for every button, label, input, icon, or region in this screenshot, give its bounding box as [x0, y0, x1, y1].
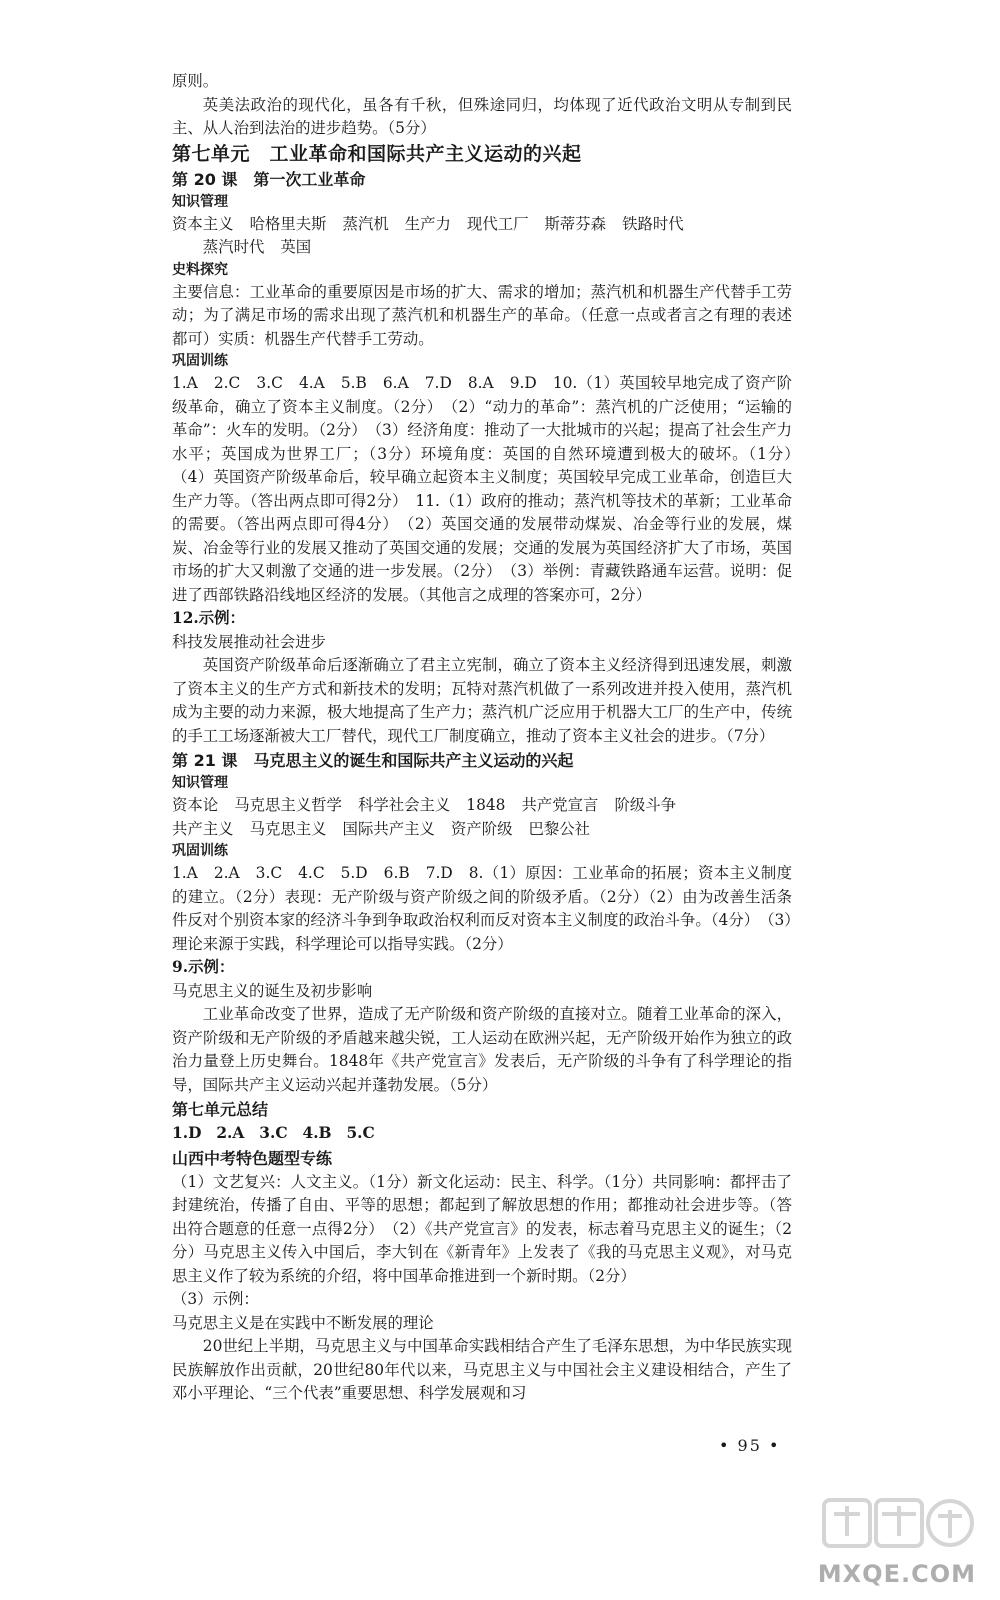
lesson-21-essay-text: 工业革命改变了世界，造成了无产阶级和资产阶级的直接对立。随着工业革命的深入，资产阶级和无产阶级的矛盾越来越尖锐，工人运动在欧洲兴起，无产阶级开始作为独立的政治力量登上历史舞台。1848年《共产党宣言》发表后，无产阶级的斗争有了科学理论的指导，国际共产主义运动兴起并蓬勃发展。（5分） — [172, 1005, 792, 1094]
lesson-20-essay-title: 科技发展推动社会进步 — [172, 632, 326, 651]
keyword: 阶级斗争 — [614, 796, 677, 814]
unit-summary-answers — [172, 1122, 792, 1146]
unit-title: 第七单元 工业革命和国际共产主义运动的兴起 — [172, 142, 582, 165]
shanxi-essay-text: 20世纪上半期，马克思主义与中国革命实践相结合产生了毛泽东思想，为中华民族实现民族解放作出贡献，20世纪80年代以来，马克思主义与中国社会主义建设相结合，产生了邓小平理论、“三个代表”重要思想、科学发展观和习 — [172, 1337, 792, 1402]
shanxi-q3-label: （3）示例： — [172, 1290, 259, 1308]
summary-answer: 5.C — [346, 1124, 375, 1142]
lesson-21-q9-label: 9.示例： — [172, 958, 235, 976]
intro-paragraph: 英美法政治的现代化，虽各有千秋，但殊途同归，均体现了近代政治文明从专制到民主、从人治到法治的进步趋势。（5分） — [172, 95, 792, 137]
keyword: 国际共产主义 — [342, 819, 435, 838]
keyword: 巴黎公社 — [528, 819, 591, 838]
lesson-21-knowledge-label: 知识管理 — [172, 775, 228, 791]
lesson-20-keywords-row-2 — [172, 236, 792, 260]
keyword: 马克思主义哲学 — [234, 796, 342, 814]
lesson-20-practice-label: 巩固训练 — [172, 353, 228, 369]
summary-answer: 1.D — [172, 1124, 202, 1142]
unit-summary-title: 第七单元总结 — [172, 1100, 269, 1119]
keyword: 共产主义 — [172, 819, 234, 838]
watermark-text: MXQE.COM — [817, 1560, 976, 1588]
lesson-20-knowledge-label: 知识管理 — [172, 193, 228, 210]
lesson-20-q12-label: 12.示例： — [172, 609, 245, 627]
lesson-20-essay-text: 英国资产阶级革命后逐渐确立了君主立宪制，确立了资本主义经济得到迅速发展，刺激了资本主义的生产方式和新技术的发明；瓦特对蒸汽机做了一系列改进并投入使用，蒸汽机成为主要的动力来源，极大地提高了生产力；蒸汽机广泛应用于机器大工厂的生产中，传统的手工工场逐渐被大工厂替代，现代工厂制度确立，推动了资本主义社会的进步。（7分） — [172, 656, 792, 745]
keyword: 哈格里夫斯 — [249, 214, 327, 233]
keyword: 马克思主义 — [249, 819, 327, 838]
answer-page — [172, 70, 808, 1406]
keyword: 蒸汽时代 — [202, 238, 265, 256]
lesson-20-keywords-row-1 — [172, 213, 792, 237]
keyword: 英国 — [280, 238, 312, 256]
keyword: 1848 — [466, 796, 506, 814]
shanxi-special-title: 山西中考特色题型专练 — [172, 1148, 333, 1168]
keyword: 生产力 — [404, 214, 451, 233]
lesson-20-title: 第 20 课 第一次工业革命 — [172, 169, 366, 189]
keyword: 科学社会主义 — [357, 796, 451, 814]
shanxi-essay-title: 马克思主义是在实践中不断发展的理论 — [172, 1313, 434, 1332]
lesson-21-practice-text: 1.A 2.A 3.C 4.C 5.D 6.B 7.D 8.（1）原因：工业革命的拓展；资本主义制度的建立。（2分）表现：无产阶级与资产阶级之间的阶级矛盾。（2分）（2）由为改善生活条件反对个别资本家的经济斗争到争取政治权利而反对资本主义制度的政治斗争。（4分） （3）理论来源于实践，科学理论可以指导实践。（2分） — [172, 864, 792, 953]
lesson-20-inquiry-text: 主要信息：工业革命的重要原因是市场的扩大、需求的增加；蒸汽机和机器生产代替手工劳动；为了满足市场的需求出现了蒸汽机和机器生产的革命。（任意一点或者言之有理的表述都可）实质：机器生产代替手工劳动。 — [172, 282, 792, 348]
keyword: 资本论 — [172, 796, 219, 814]
shanxi-special-text: （1）文艺复兴：人文主义。（1分）新文化运动：民主、科学。（1分）共同影响：都抨击了封建统治，传播了自由、平等的思想；都起到了解放思想的作用；都推动社会进步等。（答出符合题意的任意一点得2分） （2）《共产党宣言》的发表，标志着马克思主义的诞生；（2分）马克思主义传入中国后，李大钊在《新青年》上发表了《我的马克思主义观》，对马克思主义作了较为系统的介绍，将中国革命推进到一个新时期。（2分） — [172, 1172, 792, 1285]
summary-answer: 4.B — [302, 1124, 332, 1142]
lesson-21-practice-label: 巩固训练 — [172, 843, 228, 859]
keyword: 现代工厂 — [466, 214, 529, 233]
lesson-21-title: 第 21 课 马克思主义的诞生和国际共产主义运动的兴起 — [172, 751, 574, 770]
keyword: 资本主义 — [172, 214, 234, 233]
keyword: 铁路时代 — [622, 214, 684, 233]
keyword: 共产党宣言 — [521, 796, 599, 814]
page-number: • 95 • — [719, 1436, 781, 1455]
intro-line: 原则。 — [172, 72, 219, 90]
lesson-21-keywords-row-1 — [172, 794, 792, 818]
summary-answer: 2.A — [216, 1124, 245, 1142]
summary-answer: 3.C — [259, 1124, 288, 1142]
lesson-21-keywords-row-2 — [172, 818, 792, 842]
lesson-21-essay-title: 马克思主义的诞生及初步影响 — [172, 981, 373, 1000]
lesson-20-inquiry-label: 史料探究 — [172, 261, 228, 278]
keyword: 斯蒂芬森 — [544, 214, 607, 233]
keyword: 资产阶级 — [450, 819, 513, 838]
keyword: 蒸汽机 — [342, 214, 389, 233]
lesson-20-practice-text: 1.A 2.C 3.C 4.A 5.B 6.A 7.D 8.A 9.D 10.（1）英国较早地完成了资产阶级革命，确立了资本主义制度。（2分） （2）“动力的革命”：蒸汽机的广泛使用；“运输的革命”：火车的发明。（2分） （3）经济角度：推动了一大批城市的兴起；提高了社会生产力水平；英国成为世界工厂；（3分）环境角度：英国的自然环境遭到极大的破坏。（1分） （4）英国资产阶级革命后，较早确立起资本主义制度；英国较早完成工业革命，创造巨大生产力等。（答出两点即可得2分） 11.（1）政府的推动；蒸汽机等技术的革新；工业革命的需要。（答出两点即可得4分） （2）英国交通的发展带动煤炭、冶金等行业的发展，煤炭、冶金等行业的发展又推动了英国交通的发展；交通的发展为英国经济扩大了市场，英国市场的扩大又刺激了交通的进一步发展。（2分） （3）举例：青藏铁路通车运营。说明：促进了西部铁路沿线地区经济的发展。（其他言之成理的答案亦可，2分） — [172, 374, 808, 604]
